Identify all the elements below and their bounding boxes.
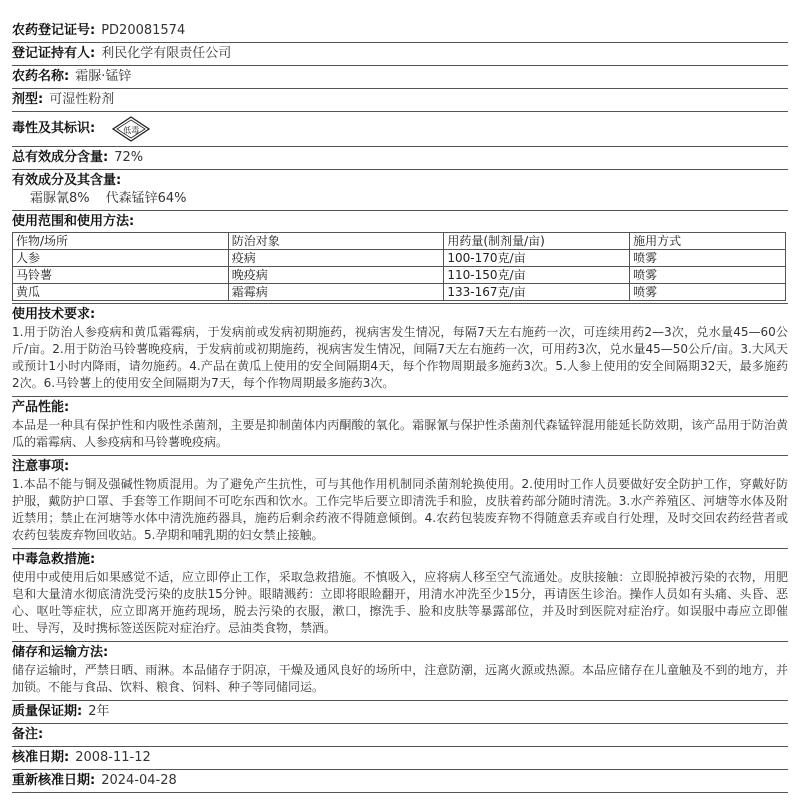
performance-row [12, 399, 788, 417]
table-row [13, 267, 786, 284]
performance-label: 产品性能: [12, 400, 70, 415]
holder-row [12, 45, 788, 63]
shelf-life-label: 质量保证期: [12, 704, 83, 719]
performance-text: 本品是一种具有保护性和内吸性杀菌剂，主要是抑制菌体内丙酮酸的氧化。霜脲氰与保护性杀菌剂代森锰锌混用能延长防效期，该产品用于防治黄瓜的霜霉病、人参疫病和马铃薯晚疫病。 [12, 418, 788, 449]
table-cell: 霜霉病 [228, 284, 444, 301]
divider [12, 88, 788, 89]
low-toxicity-badge [111, 115, 151, 143]
table-cell: 133-167克/亩 [444, 284, 630, 301]
table-cell: 人参 [13, 250, 229, 267]
total-content-row [12, 149, 788, 167]
table-cell: 晚疫病 [228, 267, 444, 284]
total-content-label: 总有效成分含量: [12, 150, 109, 165]
toxicity-label: 毒性及其标识: [12, 121, 96, 136]
formulation-value: 可湿性粉剂 [49, 92, 115, 107]
registration-label: 农药登记证号: [12, 23, 96, 38]
divider [12, 146, 788, 147]
table-header-cell: 用药量(制剂量/亩) [444, 233, 630, 250]
approval-date-value: 2008-11-12 [75, 750, 151, 765]
ingredient-item: 代森锰锌64% [105, 191, 187, 206]
storage-text: 储存运输时，严禁日晒、雨淋。本品储存于阴凉，干燥及通风良好的场所中，注意防潮，远离火源或热源。本品应储存在儿童触及不到的地方，并加锁。不能与食品、饮料、粮食、饲料、种子等同储同运。 [12, 663, 788, 694]
first-aid-text: 使用中或使用后如果感觉不适，应立即停止工作，采取急救措施。不慎吸入，应将病人移至空气流通处。皮肤接触：立即脱掉被污染的衣物，用肥皂和大量清水彻底清洗受污染的皮肤15分钟。眼睛溅药：立即将眼睑翻开，用清水冲洗至少15分，再请医生诊治。操作人员如有头痛、头昏、恶心、呕吐等症状，应立即离开施药现场，脱去污染的衣服，漱口，擦洗手、脸和皮肤等暴露部位，并及时到医院对症治疗。如误服中毒应立即催吐、导泻，及时携标签送医院对症治疗。忌油类食物，禁酒。 [12, 570, 788, 635]
table-header-cell: 施用方式 [630, 233, 786, 250]
total-content-value: 72% [114, 150, 144, 165]
first-aid-row [12, 551, 788, 569]
usage-table [12, 232, 786, 301]
table-header-cell: 防治对象 [228, 233, 444, 250]
first-aid-label: 中毒急救措施: [12, 552, 96, 567]
registration-row [12, 22, 788, 40]
divider [12, 746, 788, 747]
remarks-row [12, 726, 788, 744]
reapproval-date-row [12, 772, 788, 790]
reapproval-date-label: 重新核准日期: [12, 773, 96, 788]
toxicity-row [12, 114, 788, 144]
notes-label: 注意事项: [12, 459, 70, 474]
divider [12, 455, 788, 456]
badge-text: 低毒 [123, 126, 140, 135]
divider [12, 303, 788, 304]
divider [12, 111, 788, 112]
usage-label: 使用范围和使用方法: [12, 214, 135, 229]
divider [12, 65, 788, 66]
divider [12, 396, 788, 397]
name-label: 农药名称: [12, 69, 70, 84]
divider [12, 169, 788, 170]
table-cell: 疫病 [228, 250, 444, 267]
divider [12, 548, 788, 549]
table-row [13, 284, 786, 301]
divider [12, 723, 788, 724]
approval-date-row [12, 749, 788, 767]
table-header-row [13, 233, 786, 250]
table-cell: 喷雾 [630, 267, 786, 284]
ingredients-list [12, 190, 788, 208]
storage-row [12, 644, 788, 662]
tech-label: 使用技术要求: [12, 307, 96, 322]
table-cell: 黄瓜 [13, 284, 229, 301]
registration-value: PD20081574 [101, 23, 186, 38]
divider [12, 210, 788, 211]
table-row [13, 250, 786, 267]
tech-text: 1.用于防治人参疫病和黄瓜霜霉病，于发病前或发病初期施药，视病害发生情况，每隔7天左右施药一次，可连续用药2—3次，兑水量45—60公斤/亩。2.用于防治马铃薯晚疫病，于发病前或初期施药，视病害发生情况，间隔7天左右施药一次，可用药3次，兑水量45—50公斤/亩。3.大风天或预计1小时内降雨，请勿施药。4.产品在黄瓜上使用的安全间隔期4天，每个作物周期最多施药3次。5.人参上使用的安全间隔期32天，最多施药2次。6.马铃薯上的使用安全间隔期为7天，每个作物周期最多施药3次。 [12, 325, 788, 390]
shelf-life-value: 2年 [88, 704, 110, 719]
notes-text: 1.本品不能与铜及强碱性物质混用。为了避免产生抗性，可与其他作用机制同杀菌剂轮换使用。2.使用时工作人员要做好安全防护工作，穿戴好防护服，戴防护口罩、手套等工作期间不可吃东西和饮水。工作完毕后要立即清洗手和脸，皮肤着药部分随时清洗。3.水产养殖区、河塘等水体及附近禁用；禁止在河塘等水体中清洗施药器具，施药后剩余药液不得随意倾倒。4.农药包装废弃物不得随意丢弃或自行处理，及时交回农药经营者或农药包装废弃物回收站。5.孕期和哺乳期的妇女禁止接触。 [12, 477, 788, 542]
divider [12, 700, 788, 701]
shelf-life-row [12, 703, 788, 721]
table-header-cell: 作物/场所 [13, 233, 229, 250]
divider [12, 792, 788, 793]
table-cell: 喷雾 [630, 250, 786, 267]
notes-row [12, 458, 788, 476]
table-cell: 马铃薯 [13, 267, 229, 284]
name-value: 霜脲·锰锌 [75, 69, 132, 84]
formulation-label: 剂型: [12, 92, 44, 107]
formulation-row [12, 91, 788, 109]
holder-label: 登记证持有人: [12, 46, 96, 61]
table-cell: 110-150克/亩 [444, 267, 630, 284]
divider [12, 769, 788, 770]
remarks-label: 备注: [12, 727, 44, 742]
usage-row [12, 213, 788, 231]
ingredient-item: 霜脲氰8% [30, 191, 90, 206]
name-row [12, 68, 788, 86]
ingredients-row [12, 172, 788, 190]
divider [12, 42, 788, 43]
table-cell: 喷雾 [630, 284, 786, 301]
storage-label: 储存和运输方法: [12, 645, 109, 660]
table-cell: 100-170克/亩 [444, 250, 630, 267]
holder-value: 利民化学有限责任公司 [101, 46, 232, 61]
tech-row [12, 306, 788, 324]
ingredients-label: 有效成分及其含量: [12, 173, 122, 188]
reapproval-date-value: 2024-04-28 [101, 773, 177, 788]
divider [12, 641, 788, 642]
approval-date-label: 核准日期: [12, 750, 70, 765]
